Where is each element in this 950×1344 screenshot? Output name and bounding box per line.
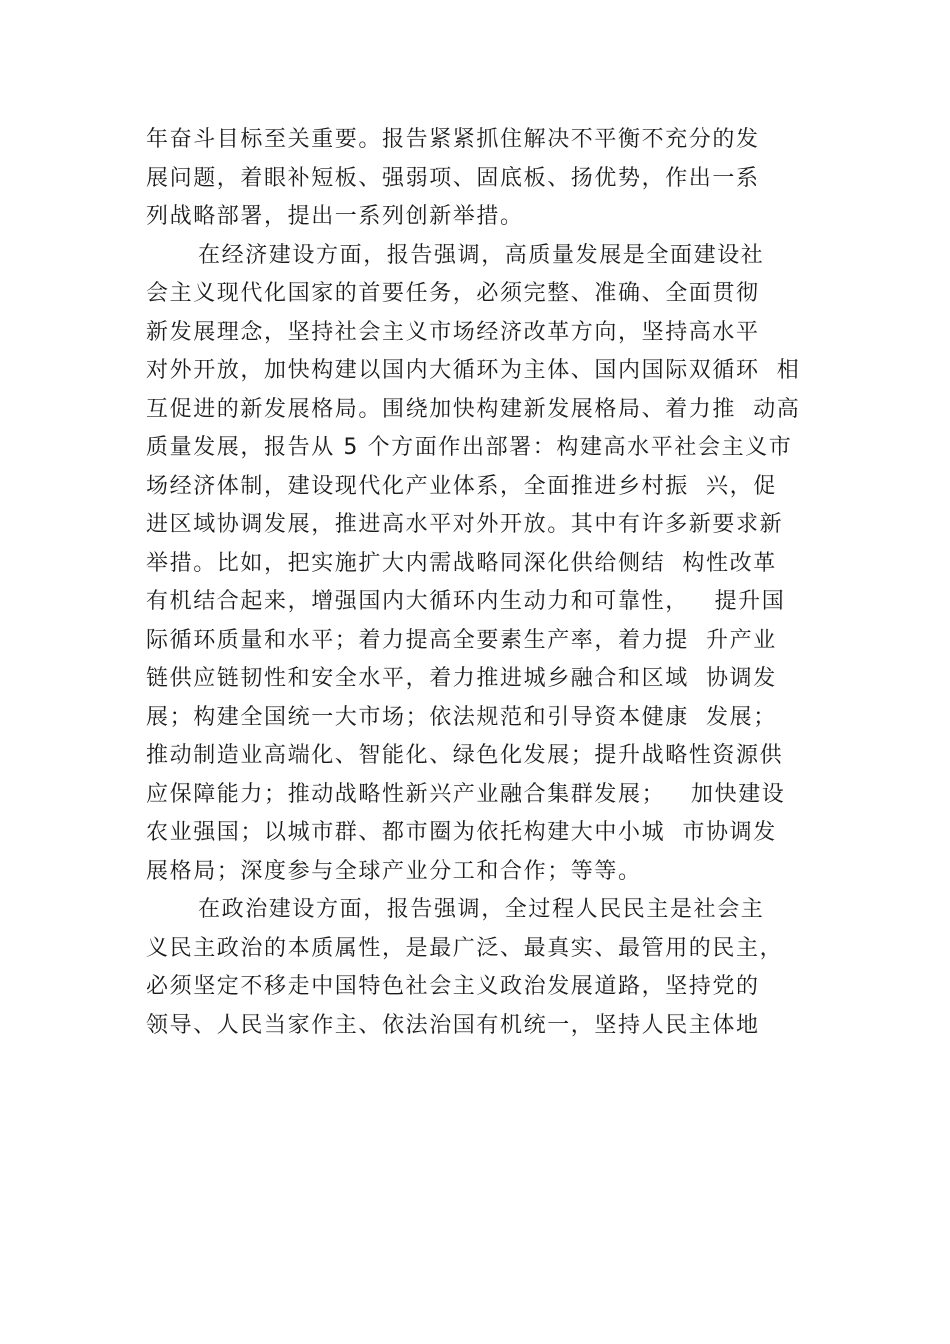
- text-line: 展问题，着眼补短板、强弱项、固底板、扬优势，作出一系: [146, 165, 760, 191]
- text-line: 年奋斗目标至关重要。报告紧紧抓住解决不平衡不充分的发: [146, 127, 760, 152]
- text-line: 际循环质量和水平；着力提高全要素生产率，着力提 升产业: [146, 627, 777, 653]
- text-line: 列战略部署，提出一系列创新举措。: [146, 204, 524, 229]
- paragraph: [146, 237, 846, 892]
- text-line: 对外开放，加快构建以国内大循环为主体、国内国际双循环 相: [146, 358, 801, 383]
- text-line: 进区域协调发展，推进高水平对外开放。其中有许多新要求新: [146, 512, 784, 537]
- text-line: 应保障能力；推动战略性新兴产业融合集群发展； 加快建设: [146, 781, 786, 807]
- text-line: 质量发展，报告从 5 个方面作出部署：构建高水平社会主义市: [146, 435, 793, 460]
- text-line: 在经济建设方面，报告强调，高质量发展是全面建设社: [198, 242, 765, 268]
- text-line: 推动制造业高端化、智能化、绿色化发展；提升战略性资源供: [146, 743, 784, 768]
- paragraph: [146, 891, 846, 1045]
- text-line: 展；构建全国统一大市场；依法规范和引导资本健康 发展；: [146, 704, 777, 730]
- text-line: 有机结合起来，增强国内大循环内生动力和可靠性， 提升国: [146, 589, 786, 614]
- text-line: 展格局；深度参与全球产业分工和合作；等等。: [146, 858, 642, 884]
- text-line: 会主义现代化国家的首要任务，必须完整、准确、全面贯彻: [146, 281, 760, 306]
- text-line: 新发展理念，坚持社会主义市场经济改革方向，坚持高水平: [146, 319, 760, 345]
- text-line: 链供应链韧性和安全水平，着力推进城乡融合和区域 协调发: [146, 666, 777, 691]
- text-line: 场经济体制，建设现代化产业体系，全面推进乡村振 兴，促: [146, 473, 777, 499]
- text-line: 义民主政治的本质属性，是最广泛、最真实、最管用的民主，: [146, 935, 784, 961]
- text-line: 互促进的新发展格局。围绕加快构建新发展格局、着力推 动高: [146, 396, 801, 422]
- text-line: 领导、人民当家作主、依法治国有机统一，坚持人民主体地: [146, 1012, 760, 1038]
- body-text: [146, 121, 846, 1045]
- paragraph: [146, 121, 846, 237]
- text-line: 在政治建设方面，报告强调，全过程人民民主是社会主: [198, 897, 765, 922]
- text-line: 农业强国；以城市群、都市圈为依托构建大中小城 市协调发: [146, 820, 777, 845]
- text-line: 举措。比如，把实施扩大内需战略同深化供给侧结 构性改革: [146, 550, 777, 576]
- text-line: 必须坚定不移走中国特色社会主义政治发展道路，坚持党的: [146, 974, 760, 999]
